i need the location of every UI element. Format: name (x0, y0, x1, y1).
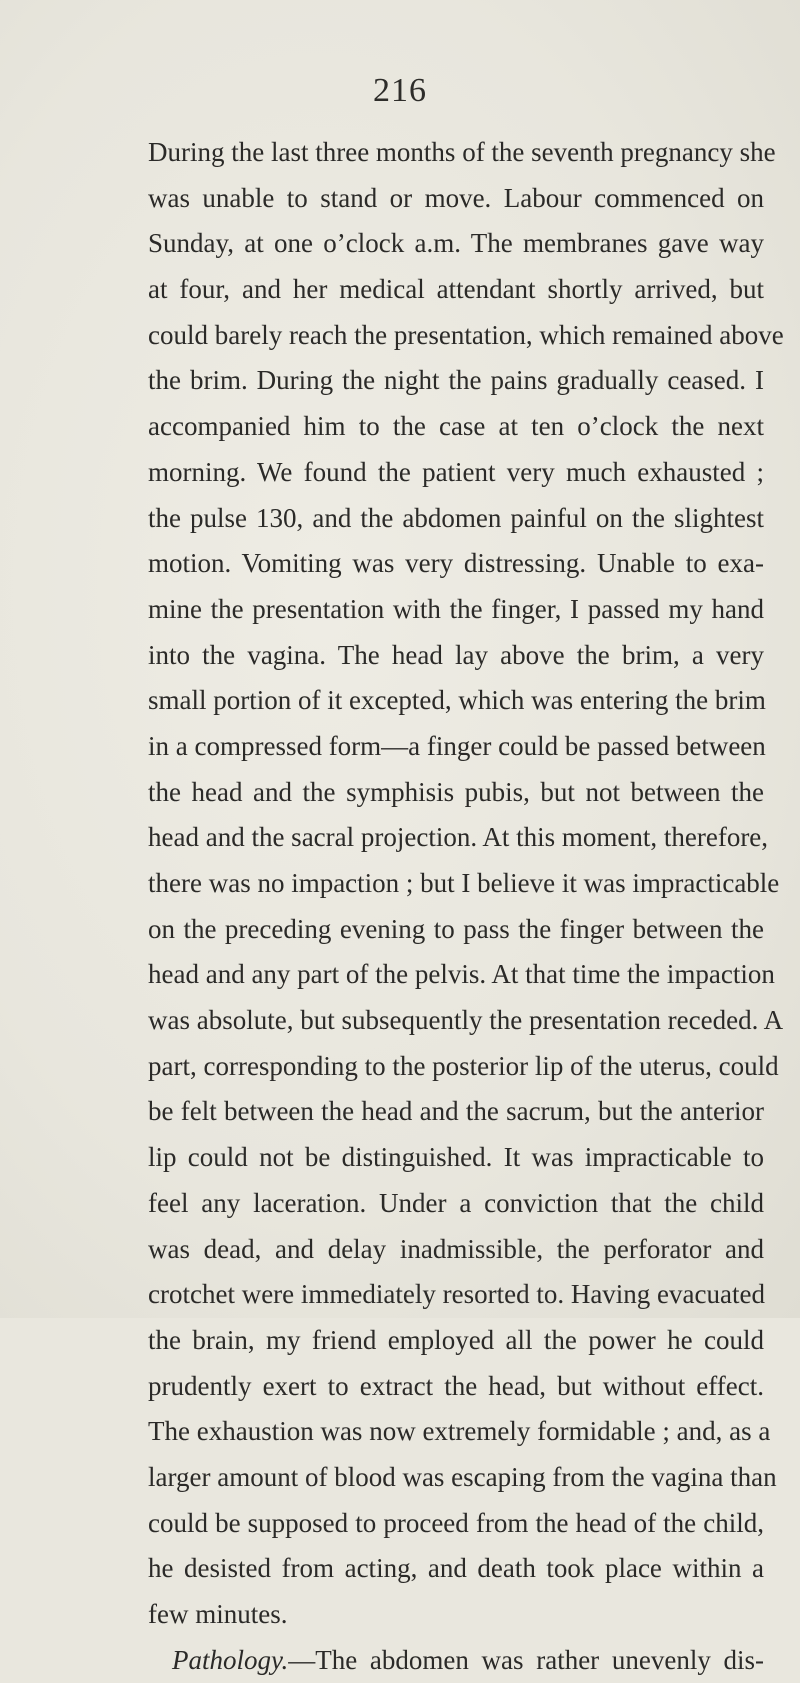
text-line: head and any part of the pelvis. At that time the impaction (148, 959, 775, 990)
text-line: few minutes. (148, 1599, 288, 1629)
page-number: 216 (373, 72, 427, 109)
text-line: he desisted from acting, and death took place within a (148, 1553, 764, 1584)
text-line: in a compressed form—a finger could be passed between (148, 730, 766, 761)
text-line: The exhaustion was now extremely formidable ; and, as a (148, 1416, 771, 1447)
text-line: motion. Vomiting was very distressing. Unable to exa- (148, 548, 764, 579)
text-line: be felt between the head and the sacrum, but the anterior (148, 1096, 764, 1127)
text-line: lip could not be distinguished. It was impracticable to (148, 1142, 764, 1173)
text-line: feel any laceration. Under a conviction that the child (148, 1187, 764, 1218)
text-line: on the preceding evening to pass the finger between the (148, 913, 764, 944)
text-line: was unable to stand or move. Labour commenced on (148, 182, 764, 213)
text-line: head and the sacral projection. At this moment, therefore, (148, 822, 769, 853)
text-line: the brim. During the night the pains gradually ceased. I (148, 365, 764, 396)
text-line: accompanied him to the case at ten o’clock the next (148, 411, 764, 442)
text-line: there was no impaction ; but I believe it was impracticable (148, 868, 780, 898)
text-line: During the last three months of the seventh pregnancy she (148, 137, 776, 167)
text-line: into the vagina. The head lay above the brim, a very (148, 639, 764, 670)
text-line: larger amount of blood was escaping from the vagina than (148, 1461, 777, 1492)
text-line: the pulse 130, and the abdomen painful on the slightest (148, 502, 764, 533)
text-line: small portion of it excepted, which was entering the brim (148, 685, 766, 716)
pathology-text: —The abdomen was rather unevenly dis- (288, 1644, 764, 1675)
text-line: was dead, and delay inadmissible, the perforator and (148, 1233, 764, 1264)
text-line: was absolute, but subsequently the presentation receded. A (148, 1005, 784, 1036)
text-line: mine the presentation with the finger, I passed my hand (148, 593, 764, 624)
text-line: the brain, my friend employed all the power he could (148, 1324, 764, 1355)
text-line: part, corresponding to the posterior lip of the uterus, could (148, 1050, 779, 1081)
pathology-heading: Pathology. (172, 1644, 289, 1675)
text-line: could be supposed to proceed from the head of the child, (148, 1507, 764, 1538)
text-line: prudently exert to extract the head, but without effect. (148, 1370, 764, 1401)
body-text (148, 130, 784, 1683)
pathology-paragraph (148, 1638, 764, 1683)
text-line: the head and the symphisis pubis, but not between the (148, 776, 764, 807)
text-line: Sunday, at one o’clock a.m. The membranes gave way (148, 228, 764, 259)
text-line: morning. We found the patient very much exhausted ; (148, 456, 764, 487)
text-line: at four, and her medical attendant shortly arrived, but (148, 274, 764, 305)
text-line: crotchet were immediately resorted to. Having evacuated (148, 1279, 765, 1310)
text-line: could barely reach the presentation, which remained above (148, 319, 784, 350)
